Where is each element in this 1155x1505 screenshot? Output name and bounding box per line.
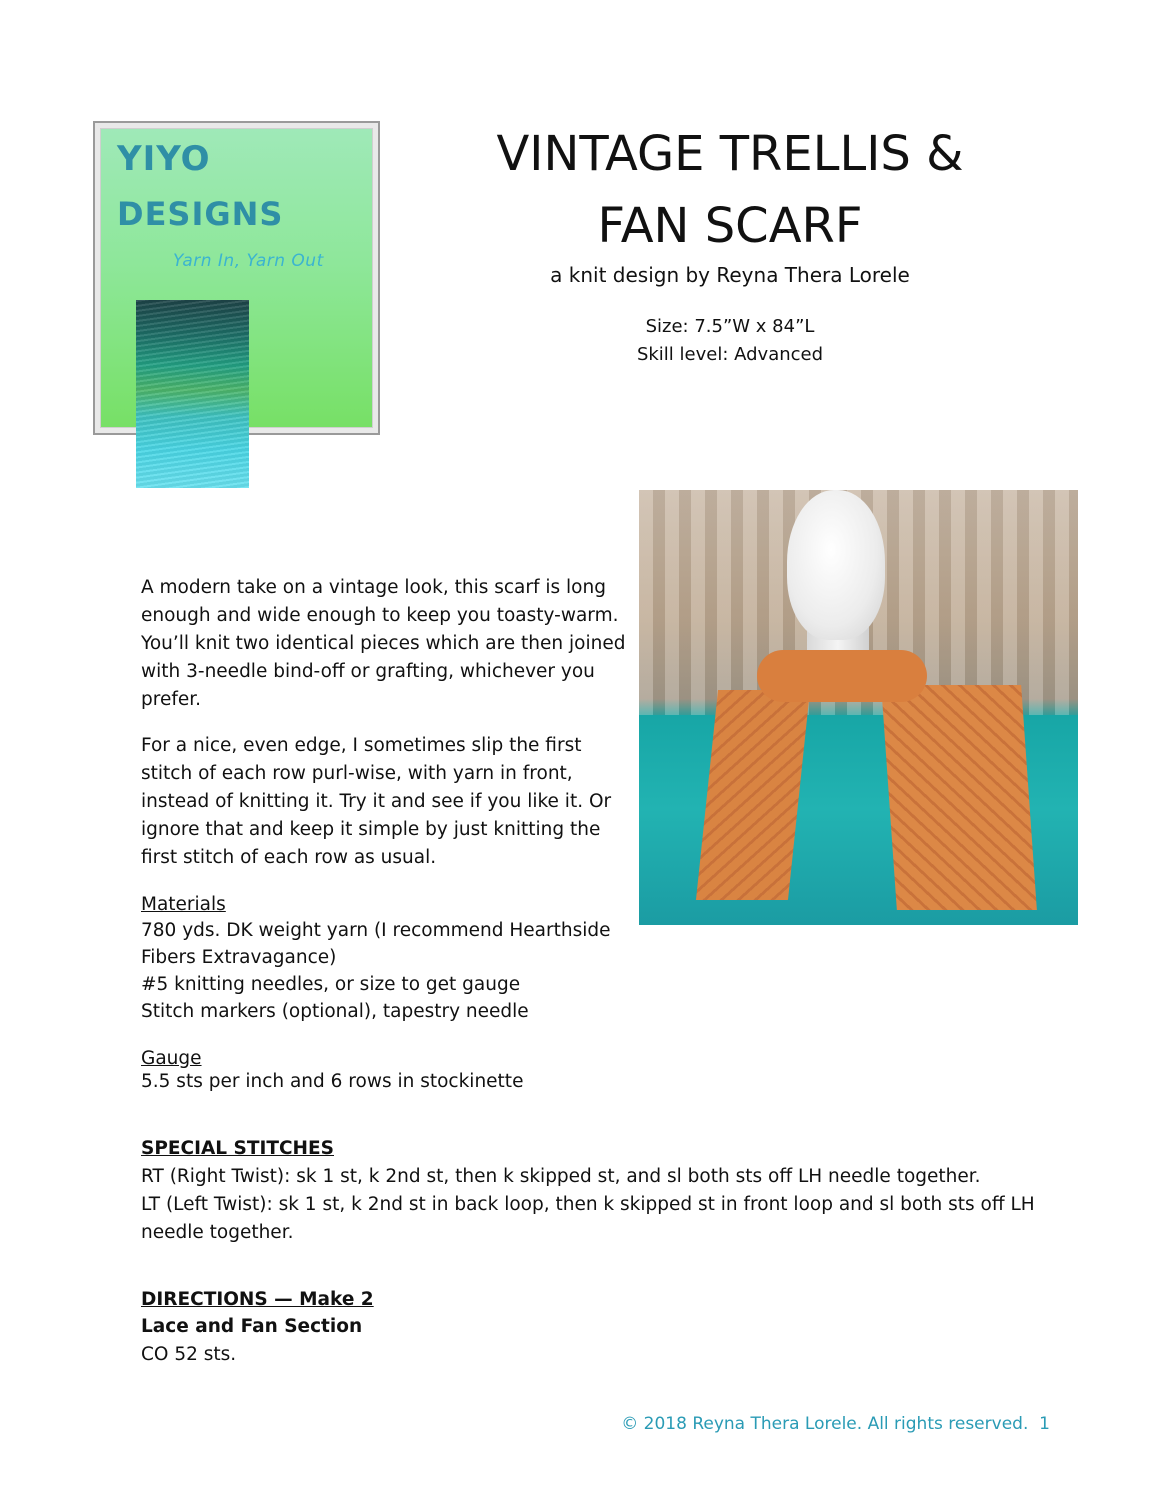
intro-paragraph-1: A modern take on a vintage look, this scarf is long enough and wide enough to keep you toasty-warm. You’ll knit two identical pieces which are then joined with 3-needle bind-off or grafting, whichever you prefer.: [141, 577, 626, 710]
right-twist-definition: RT (Right Twist): sk 1 st, k 2nd st, then k skipped st, and sl both sts off LH needle together.: [141, 1166, 981, 1187]
photo-scarf-neck-wrap: [757, 650, 927, 702]
skill-level-info: Skill level: Advanced: [636, 344, 824, 365]
cast-on-instruction: CO 52 sts.: [141, 1344, 237, 1365]
size-info: Size: 7.5”W x 84”L: [645, 316, 815, 337]
materials-item-notions: Stitch markers (optional), tapestry needle: [141, 1001, 529, 1022]
photo-scarf-right-end: [881, 685, 1037, 910]
materials-list: [141, 917, 626, 1025]
pattern-title-line1: VINTAGE TRELLIS &: [496, 126, 964, 182]
materials-item-yarn: 780 yds. DK weight yarn (I recommend Hearthside Fibers Extravagance): [141, 920, 611, 968]
materials-heading: Materials: [141, 894, 226, 915]
copyright-notice: © 2018 Reyna Thera Lorele. All rights reserved.: [621, 1414, 1029, 1434]
photo-mannequin-head: [787, 490, 885, 640]
page-number: 1: [1039, 1414, 1050, 1434]
special-stitches-list: [141, 1163, 1071, 1247]
gauge-heading: Gauge: [141, 1048, 202, 1069]
yarn-swatch-image: [136, 300, 249, 488]
materials-item-needles: #5 knitting needles, or size to get gauge: [141, 974, 521, 995]
left-twist-definition: LT (Left Twist): sk 1 st, k 2nd st in back loop, then k skipped st in front loop and sl both sts off LH needle together.: [141, 1194, 1035, 1243]
logo-text-designs: DESIGNS: [117, 195, 284, 233]
directions-heading-text: DIRECTIONS — Make 2: [141, 1289, 374, 1310]
gauge-text: 5.5 sts per inch and 6 rows in stockinette: [141, 1071, 524, 1092]
logo-tagline: Yarn In, Yarn Out: [173, 251, 324, 271]
intro-paragraph-2: For a nice, even edge, I sometimes slip the first stitch of each row purl-wise, with yarn in front, instead of knitting it. Try it and see if you like it. Or ignore that and keep it simple by just knitting the first stitch of each row as usual.: [141, 735, 612, 868]
designer-subtitle: a knit design by Reyna Thera Lorele: [550, 263, 910, 287]
directions-heading: [141, 1287, 374, 1313]
page-footer: [560, 1414, 1050, 1434]
special-stitches-heading: SPECIAL STITCHES: [141, 1138, 334, 1159]
lace-fan-section-heading: Lace and Fan Section: [141, 1316, 363, 1337]
logo-text-yiyo: YIYO: [117, 139, 211, 179]
scarf-photo: [639, 490, 1078, 925]
pattern-title-line2: FAN SCARF: [597, 198, 863, 254]
